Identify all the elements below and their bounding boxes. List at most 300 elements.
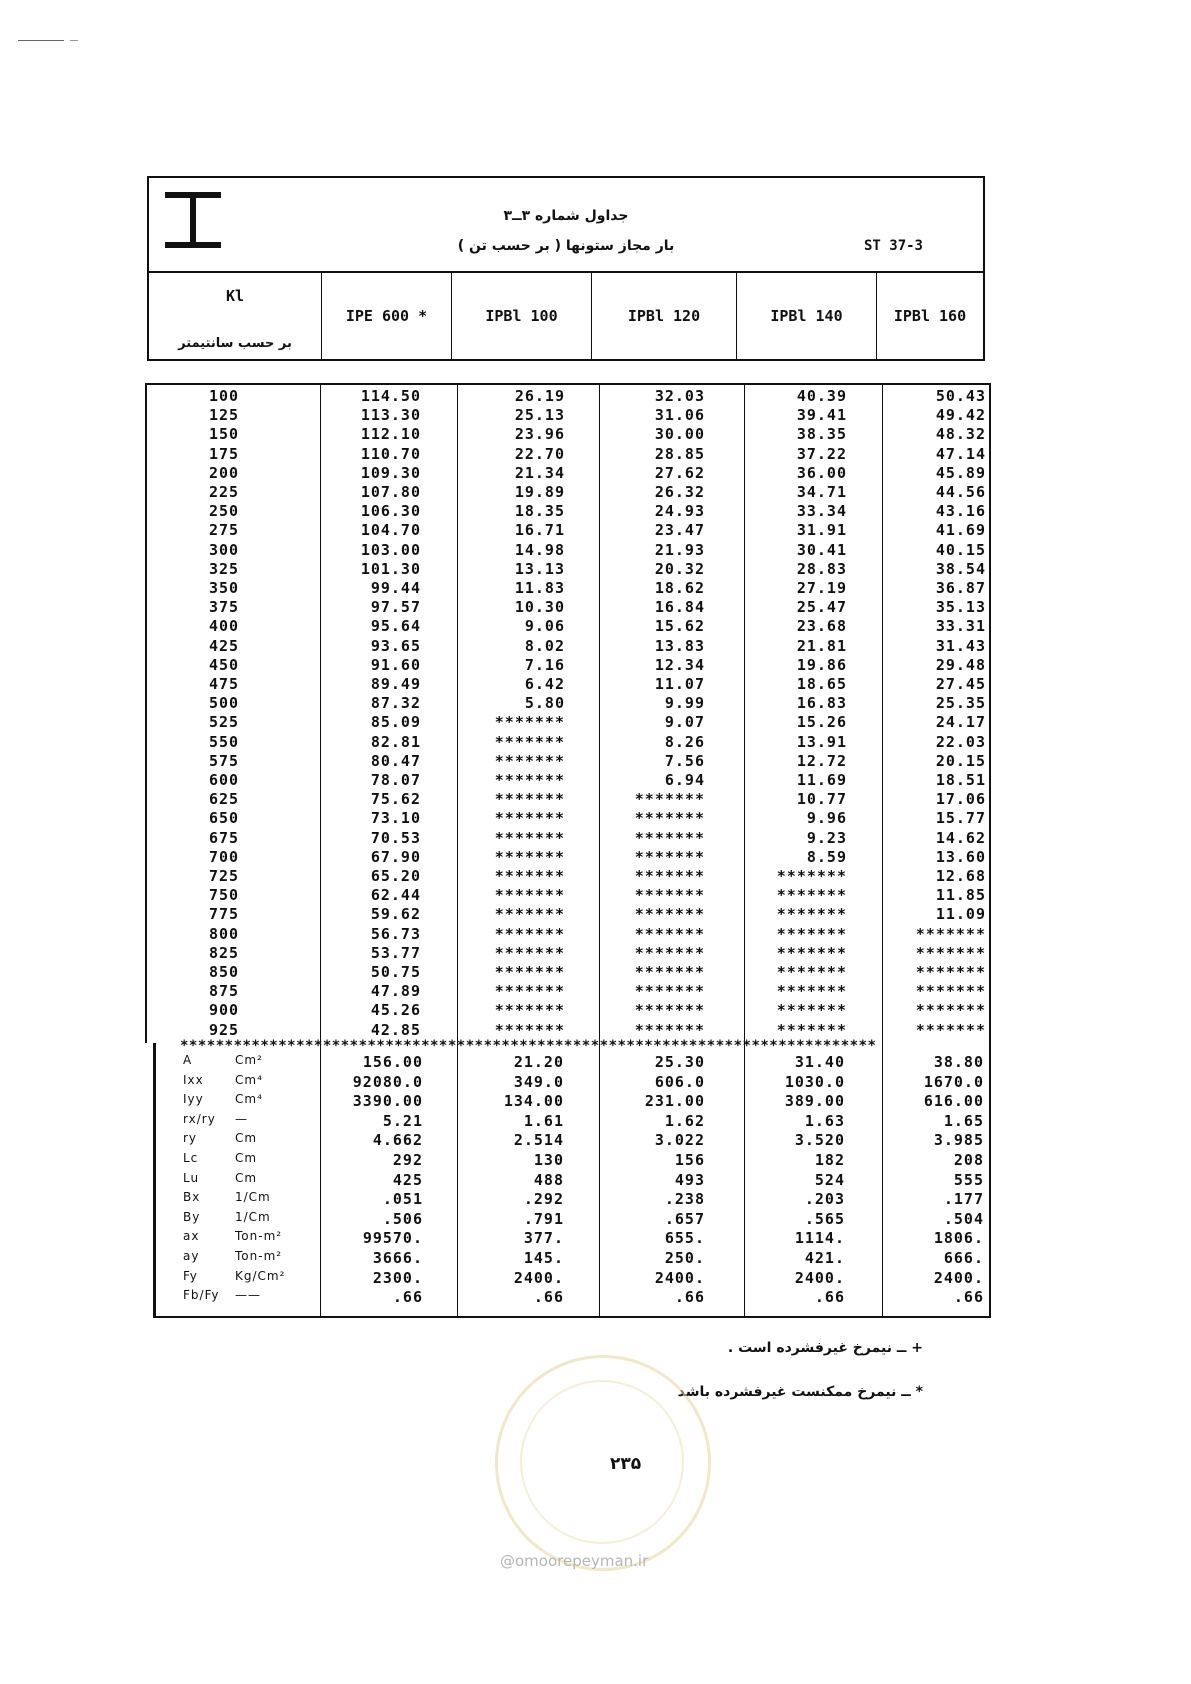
kl-value: 500 (209, 694, 240, 713)
property-value: 3.022 (654, 1131, 705, 1150)
load-value: ******* (634, 905, 705, 924)
property-unit: Ton-m² (235, 1229, 283, 1244)
load-value: 23.47 (654, 521, 705, 540)
property-value: 2400. (513, 1268, 564, 1287)
load-value: 28.83 (796, 559, 847, 578)
load-value: ******* (634, 924, 705, 943)
table-row (147, 752, 989, 771)
property-value: .66 (814, 1288, 845, 1307)
property-value: 555 (953, 1170, 984, 1189)
load-value: ******* (915, 1020, 986, 1039)
load-value: 50.75 (370, 963, 421, 981)
table-title: جداول شماره ۳ــ۳ (503, 208, 629, 224)
property-value: 3.520 (794, 1131, 845, 1150)
property-value: .292 (523, 1190, 564, 1209)
load-value: 12.68 (935, 867, 986, 885)
load-value: 20.32 (654, 559, 705, 578)
load-value: 9.99 (664, 694, 705, 713)
load-value: ******* (634, 828, 705, 847)
property-value: .565 (804, 1209, 845, 1228)
property-value: 1.63 (804, 1111, 845, 1130)
kl-value: 875 (209, 982, 240, 1001)
load-value: 39.41 (796, 406, 847, 425)
load-value: 47.89 (370, 982, 421, 1001)
property-symbol: ry (183, 1131, 198, 1146)
table-row (147, 445, 989, 464)
property-value: 524 (814, 1170, 845, 1189)
load-value: 45.26 (370, 1001, 421, 1020)
load-value: 18.35 (514, 502, 565, 521)
kl-value: 125 (209, 406, 240, 425)
load-value: ******* (915, 982, 986, 1001)
property-row (155, 1092, 989, 1111)
property-value: 4.662 (372, 1131, 423, 1150)
property-row (155, 1171, 989, 1190)
table-row (147, 560, 989, 579)
load-value: 16.83 (796, 694, 847, 713)
load-value: 89.49 (370, 675, 421, 693)
load-value: ******* (494, 809, 565, 828)
property-symbol: By (183, 1209, 201, 1224)
property-unit: Cm (235, 1151, 258, 1165)
table-row (147, 521, 989, 540)
corner-mark (18, 40, 64, 41)
table-row (147, 1021, 989, 1040)
load-value: ******* (634, 867, 705, 885)
load-value: 101.30 (360, 559, 421, 578)
load-value: ******* (494, 732, 565, 751)
kl-value: 550 (209, 732, 240, 751)
table-row (147, 1001, 989, 1020)
load-value: 93.65 (370, 636, 421, 655)
load-value: 24.93 (654, 502, 705, 521)
load-value: 45.89 (935, 463, 986, 482)
corner-mark-small (70, 40, 78, 41)
load-value: 23.68 (796, 617, 847, 636)
property-unit: 1/Cm (235, 1190, 271, 1205)
property-value: 1806. (933, 1229, 984, 1248)
load-value: 13.13 (514, 559, 565, 578)
load-value: 8.59 (806, 847, 847, 866)
load-value: 15.26 (796, 713, 847, 732)
table-header-box (147, 176, 985, 271)
column-header: IPBl 160 (876, 273, 983, 359)
load-value: 17.06 (935, 790, 986, 809)
property-unit: Kg/Cm² (235, 1268, 286, 1283)
table-row (147, 541, 989, 560)
property-value: 2400. (794, 1268, 845, 1287)
load-value: 103.00 (360, 540, 421, 559)
property-row (155, 1112, 989, 1131)
load-value: 97.57 (370, 598, 421, 617)
load-value: 11.83 (514, 579, 565, 597)
load-value: 106.30 (360, 502, 421, 521)
property-value: 349.0 (513, 1072, 564, 1091)
property-value: 3390.00 (352, 1092, 423, 1111)
table-row (147, 963, 989, 982)
load-value: 48.32 (935, 425, 986, 444)
load-value: ******* (915, 1001, 986, 1020)
load-value: 110.70 (360, 444, 421, 463)
kl-value: 675 (209, 828, 240, 847)
column-header: IPBl 100 (451, 273, 591, 359)
load-value: 95.64 (370, 617, 421, 636)
property-value: 292 (392, 1151, 423, 1169)
property-row (155, 1249, 989, 1268)
load-value: 28.85 (654, 444, 705, 463)
table-row (147, 406, 989, 425)
load-value: ******* (494, 886, 565, 905)
load-value: 9.07 (664, 713, 705, 732)
load-value: ******* (494, 790, 565, 809)
kl-value: 425 (209, 636, 240, 655)
load-value: ******* (494, 713, 565, 732)
property-value: 606.0 (654, 1072, 705, 1091)
kl-value: 525 (209, 713, 240, 732)
load-value: 25.13 (514, 406, 565, 425)
table-row (147, 425, 989, 444)
load-value: 40.15 (935, 540, 986, 559)
property-value: .177 (943, 1190, 984, 1209)
property-unit: Cm⁴ (235, 1092, 263, 1107)
kl-value: 200 (209, 463, 240, 482)
load-value: 27.45 (935, 675, 986, 693)
kl-value: 575 (209, 751, 240, 770)
load-value: 36.00 (796, 463, 847, 482)
kl-value: 225 (209, 483, 240, 501)
property-value: 156.00 (362, 1053, 423, 1071)
property-value: 493 (674, 1170, 705, 1189)
property-value: .791 (523, 1209, 564, 1228)
column-header-row (147, 271, 985, 361)
section-properties (153, 1043, 991, 1318)
load-value: 62.44 (370, 886, 421, 905)
property-value: .203 (804, 1190, 845, 1209)
property-unit: —— (235, 1288, 261, 1303)
load-value: 7.56 (664, 751, 705, 770)
load-value: ******* (634, 982, 705, 1001)
load-value: 114.50 (360, 387, 421, 405)
load-value: 33.31 (935, 617, 986, 636)
load-value: ******* (634, 963, 705, 981)
load-value: ******* (634, 809, 705, 828)
star-separator: ****************************************************************************** (180, 1038, 877, 1054)
table-row (147, 464, 989, 483)
load-value: 25.35 (935, 694, 986, 713)
table-row (147, 925, 989, 944)
load-value: 14.62 (935, 828, 986, 847)
property-symbol: Fy (183, 1268, 198, 1283)
table-row (147, 502, 989, 521)
property-row (155, 1229, 989, 1248)
property-symbol: rx/ry (183, 1111, 216, 1126)
load-value: 49.42 (935, 406, 986, 425)
load-value: ******* (776, 1020, 847, 1039)
property-value: 182 (814, 1151, 845, 1169)
property-value: 1.65 (943, 1111, 984, 1130)
property-value: 389.00 (784, 1092, 845, 1111)
load-value: 27.19 (796, 579, 847, 597)
load-value: 80.47 (370, 751, 421, 770)
property-symbol: ay (183, 1249, 200, 1263)
load-value: 10.77 (796, 790, 847, 809)
load-value: ******* (494, 751, 565, 770)
k1-header (149, 273, 321, 359)
load-value: 29.48 (935, 655, 986, 674)
kl-value: 850 (209, 963, 240, 981)
property-symbol: Bx (183, 1190, 201, 1205)
property-unit: Cm⁴ (235, 1072, 263, 1087)
load-value: 112.10 (360, 425, 421, 444)
load-value: 31.91 (796, 521, 847, 540)
load-value: 87.32 (370, 694, 421, 713)
load-value: 34.71 (796, 483, 847, 501)
load-value: 50.43 (935, 387, 986, 405)
table-row (147, 771, 989, 790)
kl-value: 900 (209, 1001, 240, 1020)
property-unit: 1/Cm (235, 1209, 271, 1224)
property-value: 425 (392, 1170, 423, 1189)
load-value: 14.98 (514, 540, 565, 559)
load-value: 11.09 (935, 905, 986, 924)
load-value: ******* (915, 943, 986, 962)
load-value: 104.70 (360, 521, 421, 540)
property-value: 2400. (654, 1268, 705, 1287)
load-value: ******* (634, 847, 705, 866)
kl-value: 100 (209, 387, 240, 405)
load-value: 6.94 (664, 771, 705, 789)
property-unit: — (235, 1111, 248, 1126)
kl-value: 775 (209, 905, 240, 924)
load-value: ******* (776, 982, 847, 1001)
property-value: 616.00 (923, 1092, 984, 1111)
kl-value: 325 (209, 559, 240, 578)
load-value: 7.16 (524, 655, 565, 674)
property-row (155, 1131, 989, 1150)
property-unit: Cm² (235, 1053, 263, 1067)
load-value: 30.41 (796, 540, 847, 559)
load-value: 15.62 (654, 617, 705, 636)
load-value: 21.81 (796, 636, 847, 655)
property-row (155, 1190, 989, 1209)
load-value: 109.30 (360, 463, 421, 482)
load-value: ******* (915, 924, 986, 943)
property-value: 377. (523, 1229, 564, 1248)
load-value: 107.80 (360, 483, 421, 501)
table-subtitle: بار مجاز ستونها ( بر حسب تن ) (457, 238, 675, 254)
kl-value: 300 (209, 540, 240, 559)
kl-value: 925 (209, 1020, 240, 1039)
load-value: 32.03 (654, 387, 705, 405)
table-row (147, 637, 989, 656)
load-value: 113.30 (360, 406, 421, 425)
column-header: IPBl 120 (591, 273, 736, 359)
load-value: ******* (494, 1001, 565, 1020)
property-symbol: A (183, 1053, 193, 1067)
kl-value: 175 (209, 444, 240, 463)
property-value: .504 (943, 1209, 984, 1228)
property-row (155, 1151, 989, 1170)
property-row (155, 1288, 989, 1307)
load-value: 30.00 (654, 425, 705, 444)
load-value: 18.51 (935, 771, 986, 789)
property-value: 1.61 (523, 1111, 564, 1130)
kl-value: 250 (209, 502, 240, 521)
load-value: 25.47 (796, 598, 847, 617)
steel-grade: ST 37-3 (863, 238, 923, 254)
load-value: 65.20 (370, 867, 421, 885)
load-value: 13.60 (935, 847, 986, 866)
load-value: ******* (915, 963, 986, 981)
table-row (147, 656, 989, 675)
table-row (147, 790, 989, 809)
property-value: 31.40 (794, 1053, 845, 1071)
property-value: .66 (953, 1288, 984, 1307)
table-row (147, 598, 989, 617)
property-value: 250. (664, 1249, 705, 1267)
load-value: 40.39 (796, 387, 847, 405)
property-symbol: Lc (183, 1151, 199, 1165)
property-value: 421. (804, 1249, 845, 1267)
load-value: 19.86 (796, 655, 847, 674)
load-value: 73.10 (370, 809, 421, 828)
load-value: 18.65 (796, 675, 847, 693)
property-value: 2400. (933, 1268, 984, 1287)
load-value: 9.96 (806, 809, 847, 828)
kl-value: 475 (209, 675, 240, 693)
table-row (147, 733, 989, 752)
property-symbol: Iyy (183, 1092, 204, 1107)
table-row (147, 694, 989, 713)
property-symbol: Lu (183, 1170, 200, 1185)
property-value: 134.00 (503, 1092, 564, 1111)
load-value: 22.03 (935, 732, 986, 751)
load-value: 56.73 (370, 924, 421, 943)
kl-value: 800 (209, 924, 240, 943)
load-value: 33.34 (796, 502, 847, 521)
property-value: 130 (533, 1151, 564, 1169)
property-value: 666. (943, 1249, 984, 1267)
load-value: 12.72 (796, 751, 847, 770)
kl-value: 825 (209, 943, 240, 962)
table-row (147, 675, 989, 694)
property-value: 208 (953, 1151, 984, 1169)
property-value: 488 (533, 1170, 564, 1189)
load-value: 8.02 (524, 636, 565, 655)
table-row (147, 809, 989, 828)
load-value: ******* (776, 963, 847, 981)
load-value: ******* (776, 867, 847, 885)
property-value: .66 (674, 1288, 705, 1307)
property-value: 1670.0 (923, 1072, 984, 1091)
property-value: 1.62 (664, 1111, 705, 1130)
load-value: 53.77 (370, 943, 421, 962)
footnote-plus: + ــ نیمرخ غیرفشرده است . (727, 1340, 923, 1356)
kl-value: 350 (209, 579, 240, 597)
load-value: ******* (776, 886, 847, 905)
column-header: IPE 600 * (321, 273, 451, 359)
load-value: 47.14 (935, 444, 986, 463)
load-value: 99.44 (370, 579, 421, 597)
property-value: 38.80 (933, 1053, 984, 1071)
kl-value: 650 (209, 809, 240, 828)
load-value: ******* (494, 963, 565, 981)
footnote-star: * ــ نیمرخ ممکنست غیرفشرده باشد (677, 1384, 923, 1400)
load-value: 12.34 (654, 655, 705, 674)
load-value: 27.62 (654, 463, 705, 482)
table-row (147, 982, 989, 1001)
load-value: ******* (494, 847, 565, 866)
property-value: 231.00 (644, 1092, 705, 1111)
load-value: ******* (634, 943, 705, 962)
column-header: IPBl 140 (736, 273, 876, 359)
load-value: 38.54 (935, 559, 986, 578)
property-value: 145. (523, 1249, 564, 1267)
load-value: 6.42 (524, 675, 565, 693)
property-value: .506 (382, 1209, 423, 1228)
property-unit: Cm (235, 1131, 258, 1146)
load-value: ******* (494, 982, 565, 1001)
load-table-body (145, 383, 991, 1043)
load-value: ******* (494, 867, 565, 885)
load-value: ******* (494, 828, 565, 847)
load-value: 11.85 (935, 886, 986, 905)
property-symbol: Fb/Fy (183, 1288, 220, 1303)
load-value: 22.70 (514, 444, 565, 463)
load-value: 44.56 (935, 483, 986, 501)
load-value: ******* (634, 790, 705, 809)
property-value: .238 (664, 1190, 705, 1209)
page-number: ۲۳۵ (610, 1454, 642, 1474)
property-row (155, 1053, 989, 1072)
load-value: 38.35 (796, 425, 847, 444)
load-value: 36.87 (935, 579, 986, 597)
property-row (155, 1210, 989, 1229)
table-row (147, 387, 989, 406)
table-row (147, 617, 989, 636)
property-value: .66 (533, 1288, 564, 1307)
load-value: 31.06 (654, 406, 705, 425)
kl-value: 375 (209, 598, 240, 617)
watermark-seal-inner (520, 1380, 684, 1544)
load-value: 26.19 (514, 387, 565, 405)
kl-value: 700 (209, 847, 240, 866)
load-value: 37.22 (796, 444, 847, 463)
table-row (147, 848, 989, 867)
kl-value: 725 (209, 867, 240, 885)
load-value: ******* (776, 924, 847, 943)
load-value: 70.53 (370, 828, 421, 847)
load-value: 11.07 (654, 675, 705, 693)
load-value: 13.91 (796, 732, 847, 751)
kl-value: 275 (209, 521, 240, 540)
load-value: 75.62 (370, 790, 421, 809)
load-value: 16.71 (514, 521, 565, 540)
property-value: .657 (664, 1209, 705, 1228)
load-value: 19.89 (514, 483, 565, 501)
table-row (147, 483, 989, 502)
load-value: ******* (494, 1020, 565, 1039)
property-unit: Cm (235, 1170, 258, 1185)
load-value: ******* (776, 943, 847, 962)
load-value: ******* (494, 924, 565, 943)
load-value: 10.30 (514, 598, 565, 617)
watermark-url: @omoorepeyman.ir (500, 1552, 649, 1570)
property-value: .66 (392, 1288, 423, 1307)
property-row (155, 1269, 989, 1288)
load-value: 42.85 (370, 1020, 421, 1039)
load-value: ******* (776, 905, 847, 924)
